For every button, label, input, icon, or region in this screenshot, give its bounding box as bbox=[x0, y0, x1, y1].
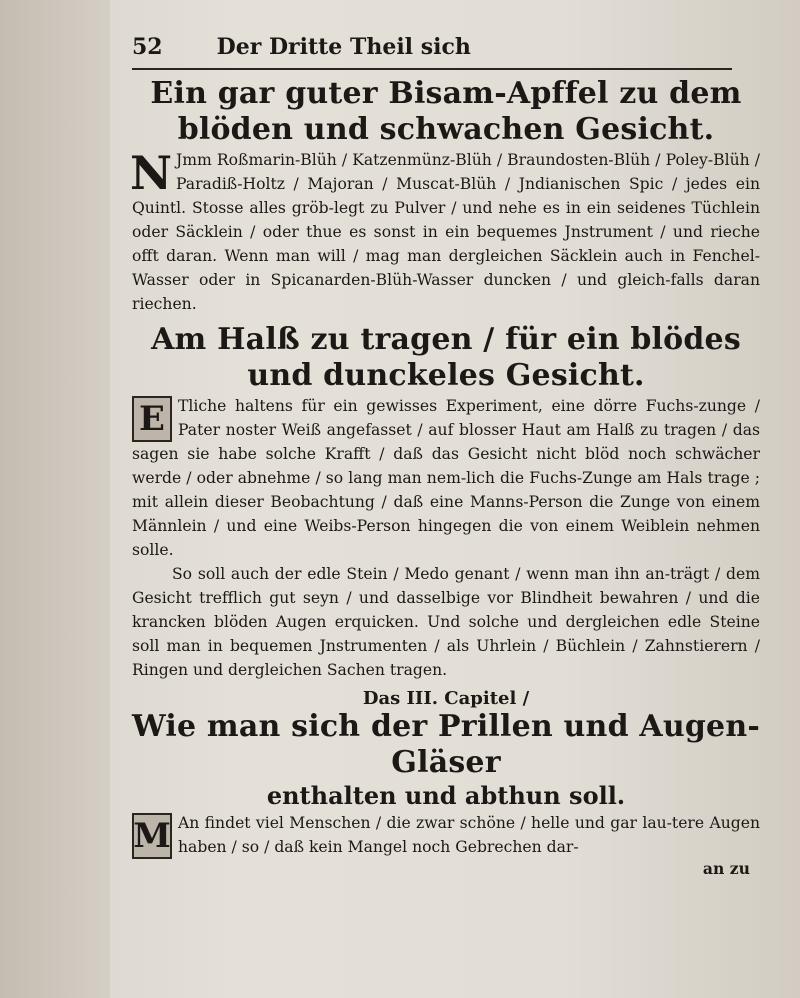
running-title: Der Dritte Theil sich bbox=[216, 34, 471, 60]
chapter-title-line1: Wie man sich der Prillen und Augen-Gläser bbox=[132, 709, 761, 780]
chapter-three bbox=[132, 688, 760, 878]
chapter-title-line2: enthalten und abthun soll. bbox=[266, 781, 626, 810]
page-header bbox=[132, 34, 760, 66]
section-halss-tragen bbox=[132, 322, 760, 682]
section-title: Am Halß zu tragen / für ein blödes und dunckeles Gesicht. bbox=[151, 322, 741, 393]
section-bisam-apffel bbox=[129, 76, 760, 316]
page-gutter bbox=[0, 0, 110, 998]
section-body bbox=[129, 146, 760, 316]
section-text: Tliche haltens für ein gewisses Experiment, eine dörre Fuchs-zunge / Pater noster Weiß angefasset / auf blosser Haut am Halß zu tragen / das sagen sie habe solche Krafft / daß das Gesicht nicht blöd noch schwächer werde / oder abnehme / so lang man nem-lich die Fuchs-Zunge am Hals trage ; mit allein dieser Beobachtung / daß eine Manns-Person die Zunge von einem Männlein / und eine Weibs-Person hingegen die von einem Weiblein nehmen solle. bbox=[132, 397, 760, 559]
chapter-label: Das III. Capitel / bbox=[362, 688, 530, 709]
chapter-text: An findet viel Menschen / die zwar schöne / helle und gar lau-tere Augen haben / so / daß kein Mangel noch Gebrechen dar- bbox=[178, 814, 760, 856]
drop-cap: N bbox=[129, 146, 173, 200]
chapter-body bbox=[132, 811, 760, 859]
page-number: 52 bbox=[132, 34, 163, 60]
header-rule bbox=[132, 68, 732, 70]
drop-cap: M bbox=[132, 813, 172, 859]
catchword: an zu bbox=[702, 859, 750, 878]
section-body bbox=[132, 394, 760, 562]
drop-cap: E bbox=[132, 396, 172, 442]
section-title: Ein gar guter Bisam-Apffel zu dem blöden und schwachen Gesicht. bbox=[150, 76, 742, 147]
section-text: Jmm Roßmarin-Blüh / Katzenmünz-Blüh / Braundosten-Blüh / Poley-Blüh / Paradiß-Holtz / Majoran / Muscat-Blüh / Jndianischen Spic / jedes ein Quintl. Stosse alles gröb-legt zu Pulver / und nehe es in ein seidenes Tüchlein oder Säcklein / oder thue es sonst in ein bequemes Jnstrument / und rieche offt daran. Wenn man will / mag man dergleichen Säcklein auch in Fenchel-Wasser oder in Spicanarden-Blüh-Wasser duncken / und gleich-falls daran riechen. bbox=[132, 151, 760, 313]
section-paragraph-2: So soll auch der edle Stein / Medo genant / wenn man ihn an-trägt / dem Gesicht trefflich gut seyn / und dasselbige vor Blindheit bewahren / und die krancken blöden Augen erquicken. Und solche und dergleichen edle Steine soll man in bequemen Jnstrumenten / als Uhrlein / Büchlein / Zahnstierern / Ringen und dergleichen Sachen tragen. bbox=[132, 565, 760, 679]
